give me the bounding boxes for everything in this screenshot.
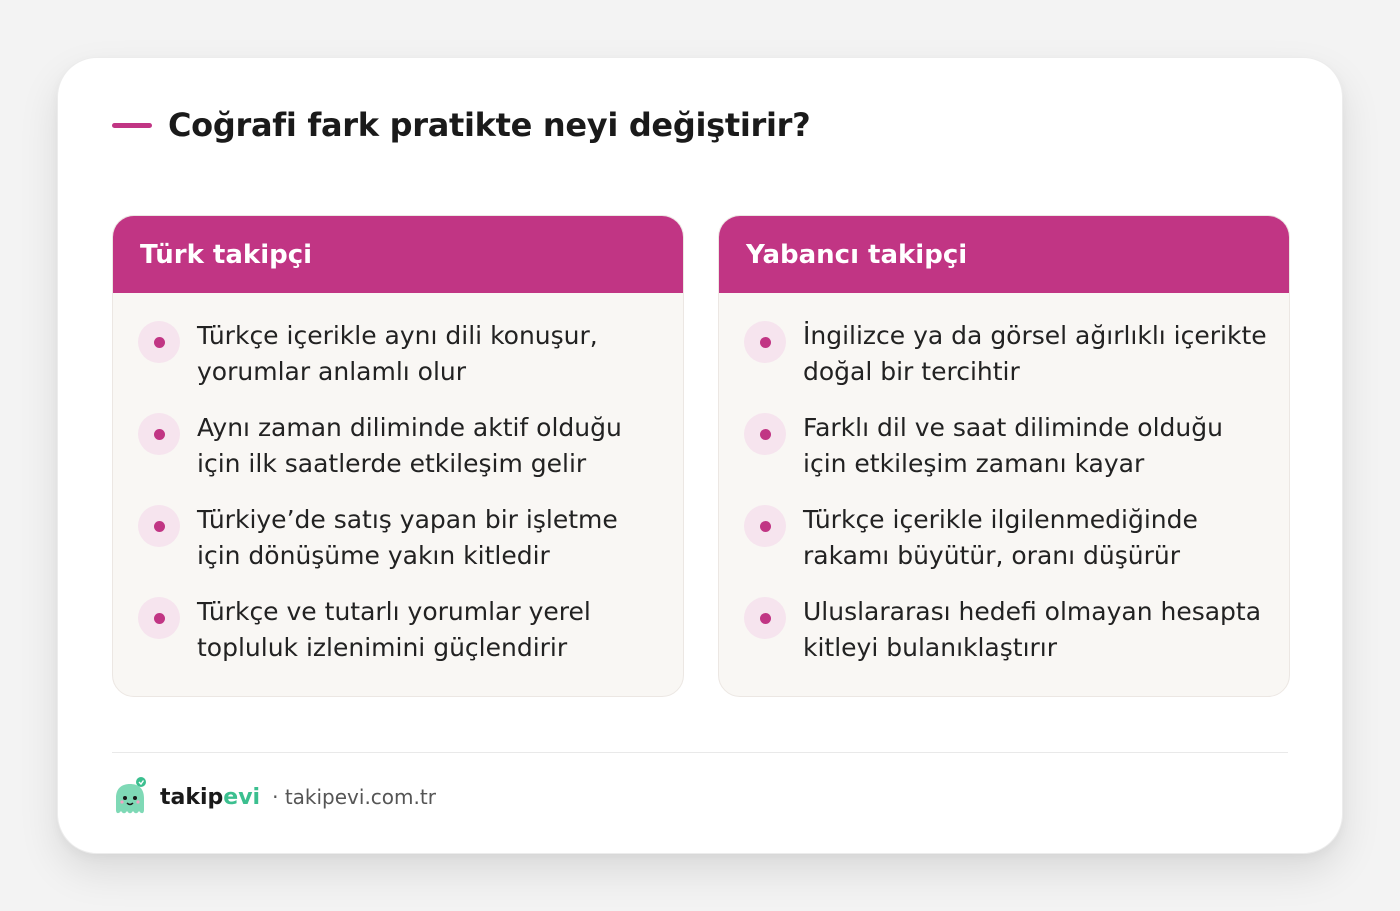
bullet-icon: [138, 321, 180, 363]
list-item-text: Türkçe ve tutarlı yorumlar yerel topluluk izlenimini güçlendirir: [197, 597, 591, 662]
list-item: [719, 413, 1289, 505]
list-item: [719, 321, 1289, 413]
list-item: [719, 505, 1289, 597]
bullet-icon: [744, 597, 786, 639]
brand-name-accent: evi: [223, 784, 261, 810]
panel-title: Yabancı takipçi: [746, 239, 968, 270]
list-item: [113, 413, 683, 505]
bullet-list: [113, 293, 683, 689]
brand-logo-text: [160, 785, 260, 810]
website-url: · takipevi.com.tr: [272, 785, 436, 809]
list-item-text: Farklı dil ve saat diliminde olduğu için etkileşim zamanı kayar: [803, 413, 1223, 478]
list-item-text: Uluslararası hedefi olmayan hesapta kitleyi bulanıklaştırır: [803, 597, 1262, 662]
panel-header: [719, 216, 1289, 293]
infographic-card: [57, 57, 1343, 854]
heading-accent-bar: [112, 123, 152, 128]
heading: [112, 106, 810, 144]
bullet-list: [719, 293, 1289, 689]
list-item-text: İngilizce ya da görsel ağırlıklı içerikte doğal bir tercihtir: [803, 321, 1267, 386]
list-item: [113, 321, 683, 413]
list-item: [113, 597, 683, 689]
list-item-text: Türkiye’de satış yapan bir işletme için dönüşüme yakın kitledir: [197, 505, 618, 570]
footer-divider: [112, 752, 1288, 753]
list-item: [719, 597, 1289, 689]
bullet-icon: [744, 505, 786, 547]
panel-header: [113, 216, 683, 293]
list-item-text: Türkçe içerikle ilgilenmediğinde rakamı büyütür, oranı düşürür: [803, 505, 1198, 570]
list-item: [113, 505, 683, 597]
bullet-icon: [744, 413, 786, 455]
bullet-icon: [138, 597, 180, 639]
list-item-text: Aynı zaman diliminde aktif olduğu için ilk saatlerde etkileşim gelir: [197, 413, 622, 478]
brand-name: takip: [160, 784, 224, 810]
footer: [110, 776, 436, 818]
panel-yabanci-takipci: [718, 215, 1290, 697]
bullet-icon: [744, 321, 786, 363]
mascot-icon: [110, 776, 150, 818]
list-item-text: Türkçe içerikle aynı dili konuşur, yorumlar anlamlı olur: [197, 321, 598, 386]
page-title: Coğrafi fark pratikte neyi değiştirir?: [168, 106, 811, 144]
bullet-icon: [138, 413, 180, 455]
panel-turk-takipci: [112, 215, 684, 697]
panel-title: Türk takipçi: [140, 239, 313, 270]
bullet-icon: [138, 505, 180, 547]
